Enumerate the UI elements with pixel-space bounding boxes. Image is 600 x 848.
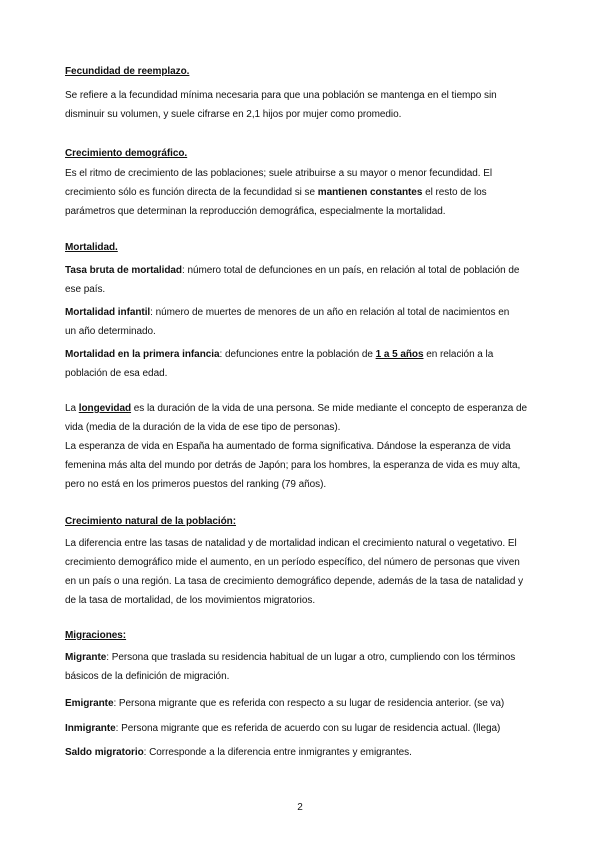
crecimiento-line-2-post: el resto de los: [422, 187, 487, 198]
longevidad-line-1: [65, 402, 527, 415]
migrante-label: Migrante: [65, 652, 107, 663]
natural-line-2: crecimiento demográfico mide el aumento, en un período específico, del número de personas que viven: [65, 557, 520, 568]
longevidad-line-5: pero no está en los primeros puestos del ranking (79 años).: [65, 479, 327, 490]
crecimiento-line-1: Es el ritmo de crecimiento de las poblaciones; suele atribuirse a su mayor o menor fecundidad. El: [65, 168, 493, 179]
migrante-text: : Persona que traslada su residencia habitual de un lugar a otro, cumpliendo con los términos: [106, 652, 516, 663]
crecimiento-line-2-pre: crecimiento sólo es función directa de la fecundidad si se: [65, 187, 318, 198]
natural-line-1: La diferencia entre las tasas de natalidad y de mortalidad indican el crecimiento natural o vegetativo. El: [65, 538, 517, 549]
tasa-text: : número total de defunciones en un país, en relación al total de población de: [181, 265, 520, 276]
primera-line-2: población de esa edad.: [65, 368, 168, 379]
saldo-text: : Corresponde a la diferencia entre inmigrantes y emigrantes.: [143, 747, 412, 758]
longevidad-pre: La: [65, 403, 79, 414]
primera-text-pre: : defunciones entre la población de: [219, 349, 376, 360]
primera-text-post: en relación a la: [423, 349, 494, 360]
tasa-line-2: ese país.: [65, 284, 106, 295]
migrante-line-1: [65, 651, 515, 664]
tasa-label: Tasa bruta de mortalidad: [65, 265, 182, 276]
inmigrante-line: [65, 722, 500, 735]
longevidad-line-4: femenina más alta del mundo por detrás de Japón; para los hombres, la esperanza de vida es muy alta,: [65, 460, 521, 471]
crecimiento-bold-term: mantienen constantes: [317, 187, 423, 198]
primera-range: 1 a 5 años: [375, 349, 424, 360]
page-number: 2: [297, 802, 303, 813]
heading-crecimiento-natural: Crecimiento natural de la población:: [65, 516, 237, 527]
longevidad-post: es la duración de la vida de una persona. Se mide mediante el concepto de esperanza de: [131, 403, 527, 414]
heading-mortalidad: Mortalidad.: [65, 242, 118, 253]
infantil-line-1: [65, 306, 509, 319]
primera-line-1: [65, 348, 493, 361]
infantil-line-2: un año determinado.: [65, 326, 156, 337]
tasa-line-1: [65, 264, 519, 277]
crecimiento-line-3: parámetros que determinan la reproducción demográfica, especialmente la mortalidad.: [65, 206, 446, 217]
infantil-label: Mortalidad infantil: [65, 307, 151, 318]
emigrante-label: Emigrante: [65, 698, 114, 709]
emigrante-line: [65, 697, 504, 710]
infantil-text: : número de muertes de menores de un año en relación al total de nacimientos en: [150, 307, 510, 318]
saldo-line: [65, 746, 412, 759]
inmigrante-text: : Persona migrante que es referida de acuerdo con su lugar de residencia actual. (llega): [115, 723, 501, 734]
primera-label: Mortalidad en la primera infancia: [65, 349, 220, 360]
longevidad-line-2: vida (media de la duración de la vida de ese tipo de personas).: [65, 422, 341, 433]
longevidad-line-3: La esperanza de vida en España ha aumentado de forma significativa. Dándose la esperanza de vida: [65, 441, 511, 452]
inmigrante-label: Inmigrante: [65, 723, 116, 734]
natural-line-3: en un país o una región. La tasa de crecimiento demográfico depende, además de la tasa de natalidad y: [65, 576, 524, 587]
fecundidad-line-1: Se refiere a la fecundidad mínima necesaria para que una población se mantenga en el tiempo sin: [65, 90, 497, 101]
heading-crecimiento: Crecimiento demográfico.: [65, 148, 188, 159]
crecimiento-line-2: [65, 186, 487, 199]
fecundidad-line-2: disminuir su volumen, y suele cifrarse en 2,1 hijos por mujer como promedio.: [65, 109, 402, 120]
heading-migraciones: Migraciones:: [65, 630, 127, 641]
saldo-label: Saldo migratorio: [65, 747, 144, 758]
heading-fecundidad: Fecundidad de reemplazo.: [65, 66, 190, 77]
longevidad-term: longevidad: [78, 403, 132, 414]
natural-line-4: de la tasa de mortalidad, de los movimientos migratorios.: [65, 595, 316, 606]
emigrante-text: : Persona migrante que es referida con respecto a su lugar de residencia anterior. (se va): [113, 698, 505, 709]
migrante-line-2: básicos de la definición de migración.: [65, 671, 230, 682]
